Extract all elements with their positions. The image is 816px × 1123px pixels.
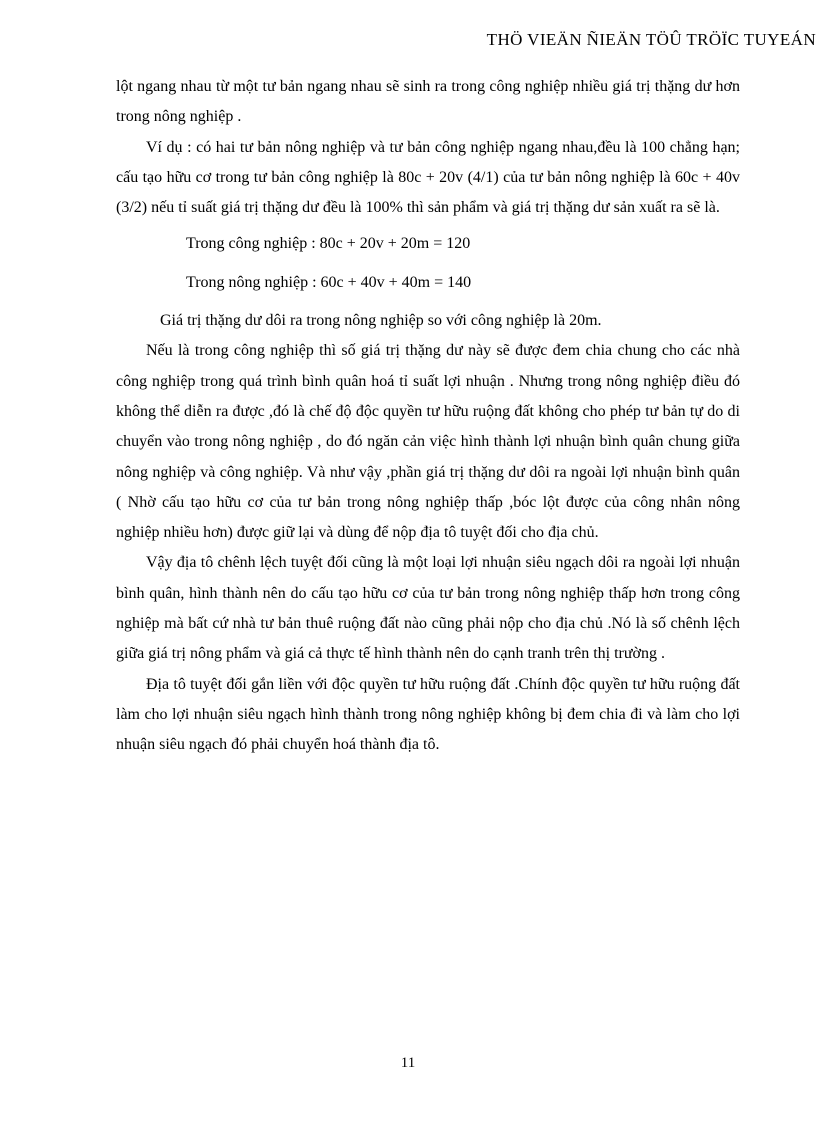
paragraph-monopoly: Địa tô tuyệt đối gắn liền với độc quyền tư hữu ruộng đất .Chính độc quyền tư hữu ruộng đất làm cho lợi nhuận siêu ngạch hình thành trong nông nghiệp không bị đem chia đi và làm cho lợi nhuận siêu ngạch đó phải chuyển hoá thành địa tô.: [116, 675, 740, 754]
paragraph-surplus-note: Giá trị thặng dư dôi ra trong nông nghiệp so với công nghiệp là 20m.: [160, 312, 602, 330]
paragraph-absolute-rent-definition: Vậy địa tô chênh lệch tuyệt đối cũng là một loại lợi nhuận siêu ngạch dôi ra ngoài lợi nhuận bình quân, hình thành nên do cấu tạo hữu cơ của tư bản trong nông nghiệp thấp hơn trong công nghiệp mà bất cứ nhà tư bản thuê ruộng đất nào cũng phải nộp cho địa chủ .Nó là số chênh lệch giữa giá trị nông phẩm và giá cả thực tế hình thành nên do cạnh tranh trên thị trường .: [116, 554, 740, 663]
document-body: [116, 72, 740, 761]
formula-agriculture: Trong nông nghiệp : 60c + 40v + 40m = 140: [186, 273, 472, 291]
paragraph-industry-distribution: Nếu là trong công nghiệp thì số giá trị thặng dư này sẽ được đem chia chung cho các nhà công nghiệp trong quá trình bình quân hoá tỉ suất lợi nhuận . Nhưng trong nông nghiệp điều đó không thể diễn ra được ,đó là chế độ độc quyền tư hữu ruộng đất không cho phép tư bản tự do di chuyển vào trong nông nghiệp , do đó ngăn cản việc hình thành lợi nhuận bình quân chung giữa nông nghiệp và công nghiệp. Và như vậy ,phần giá trị thặng dư dôi ra ngoài lợi nhuận bình quân ( Nhờ cấu tạo hữu cơ của tư bản trong nông nghiệp thấp ,bóc lột được của công nhân nông nghiệp nhiều hơn) được giữ lại và dùng để nộp địa tô tuyệt đối cho địa chủ.: [116, 342, 740, 542]
page-number: 11: [400, 1055, 416, 1071]
running-header: THÖ VIEÄN ÑIEÄN TÖÛ TRÖÏC TUYEÁN: [486, 30, 816, 49]
formula-industry: Trong công nghiệp : 80c + 20v + 20m = 120: [186, 235, 471, 253]
paragraph-continuation: lột ngang nhau từ một tư bản ngang nhau sẽ sinh ra trong công nghiệp nhiều giá trị thặng dư hơn trong nông nghiệp .: [116, 78, 740, 126]
paragraph-example: Ví dụ : có hai tư bản nông nghiệp và tư bản công nghiệp ngang nhau,đều là 100 chẳng hạn; cấu tạo hữu cơ trong tư bản công nghiệp là 80c + 20v (4/1) của tư bản nông nghiệp là 60c + 40v (3/2) nếu tỉ suất giá trị thặng dư đều là 100% thì sản phẩm và giá trị thặng dư sản xuất ra sẽ là.: [116, 138, 740, 217]
